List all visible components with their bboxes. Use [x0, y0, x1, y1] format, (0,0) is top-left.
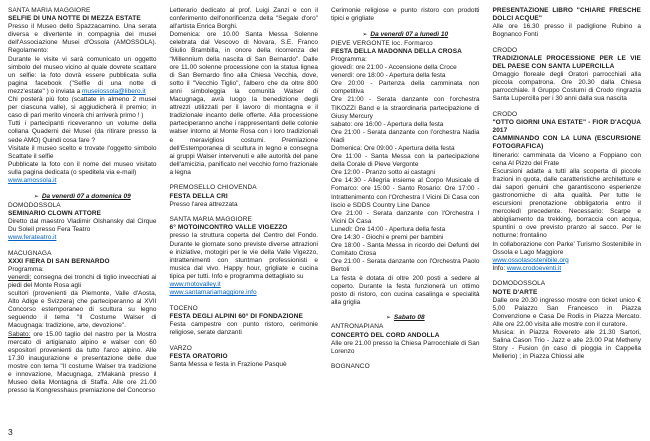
body-paragraph — [8, 331, 157, 396]
city-label: CRODO — [492, 46, 518, 54]
paragraph-text: Omaggio floreale degli Oratori parrocchiali alla piccola compatrona. Ore 20.30 dalla Chiesa parrocchiale. Il Gruppo Costumi di Crodo ringrazia Santa Lupercilla per i 30 anni dalla sua nascita — [492, 71, 641, 103]
paragraph-text: Ore 11:00 - Santa Messa con la partecipazione della Corale di Pieve Vergonte — [331, 153, 480, 169]
paragraph-text: Dalle ore 20.30 ingresso mostre con ticket unico € 5,00 Palazzo San Francesco in Piazza Convenzione e Casa De Rodis in Piazza Mercato. Alle ore 22.00 visita alle mostre con il curatore. — [492, 296, 641, 328]
city-label: BOGNANCO — [331, 363, 370, 371]
event-title: FESTA DELLA CRI — [169, 192, 228, 200]
paragraph-text: Ore 20:00 - Partenza della camminata non competitiva — [331, 80, 480, 96]
paragraph-text: Escursioni adatte a tutti alla scoperta di piccole frazioni in quota, dalle caratteristiche architetture e dai sapori genuini che garantiscono esperienze gastronomiche di alta qualità. Per tutte le escursioni prenotazione obbligatoria entro il mercoledì precedente. Necessario: Scarpe e abbigliamento da trekking, borraccia con acqua, spuntini o ove previsto pranzo al sacco. Per le notturne: frontalino — [492, 167, 641, 240]
paragraph-text: Ore 21:00 - Serata danzante con l'Orchestra Paolo Bertoli — [331, 258, 480, 274]
page-number: 3 — [8, 427, 13, 437]
paragraph-text: Presso il Museo dello Spazzacamino. Una serata diversa e divertente in compagnia dei musei dell'Associazione Musei d'Ossola (AMOSSOLA). Regolamento: — [8, 23, 157, 55]
paragraph-text: Programma: — [331, 55, 367, 63]
date-separator — [331, 314, 480, 322]
paragraph-text: Cerimonie religiose e punto ristoro con prodotti tipici e grigliate — [331, 7, 480, 23]
city-label: VARZO — [169, 344, 192, 352]
body-paragraph — [493, 168, 642, 241]
date-separator — [331, 31, 480, 39]
paragraph-text: Chi posterà più foto (scattate in almeno 2 musei per ciascuna valle), si aggiudicherà il premio; in caso di pari merito vincerà chi arriverà primo ! ) — [8, 96, 157, 120]
body-paragraph — [8, 120, 157, 144]
body-paragraph — [170, 201, 319, 209]
city-label: DOMODOSSOLA — [492, 280, 546, 288]
paragraph-text: Alle ore 21.00 presso la Chiesa Parrocchiale di San Lorenzo — [331, 339, 480, 355]
paragraph-text: Tutti i partecipanti riceveranno un volume della collana Quaderni dei Musei (da ritirare presso la sede AMO) Quindi cosa fare ? — [8, 120, 157, 144]
day-lead: Sabato: — [8, 330, 31, 338]
paragraph-text: Ore 12:00 - Pranzo sotto ai castagni — [331, 169, 436, 177]
paragraph-text: Domenica: ore 10.00 Santa Messa Solenne celebrata dal Vescovo di Novara, S.E. Franco Giulio Brambilla, in onore della ricorrenza del "Millennium della nascita di San Bernardo". Dalle ore 11.00 solenne processione con la statua lignea di San Bernardo fino alla Chiesa Vecchia, dove, sotto il "Vecchio Tiglio", l'albero che da oltre 800 anni simboleggia la comunità Walser di Macugnaga, avrà luogo la benedizione degli attrezzi utilizzati per il lavoro di montagna e il tradizionale incanto delle offerte. Alla processione parteciperanno anche i rappresentanti delle colonie walser intorno al Monte Rosa con i loro tradizionali e meravigliosi costumi. Premiazione dell'Estemporanea di scultura in legno e consegna ai gruppi Walser intervenuti e alle autorità del pane dell'amicizia, panificato nel vecchio forno frazionale a legna — [169, 31, 318, 176]
body-paragraph — [331, 96, 480, 120]
paragraph-text: scultori (provenienti da Piemonte, Valle d'Aosta, Alto Adige e Svizzera) che parteciperanno al XVII Concorso estemporaneo di scultura su legno seguendo il tema "Il Costume Walser di Macugnaga: tradizione, arte, devozione". — [8, 290, 157, 330]
body-paragraph — [8, 145, 157, 161]
city-label: CRODO — [492, 111, 518, 119]
paragraph-text: Visitate il museo scelto e trovate l'oggetto simbolo Scattate il selfie — [8, 144, 157, 160]
city-label: DOMODOSSOLA — [8, 201, 61, 209]
body-paragraph — [8, 56, 157, 96]
paragraph-text: venerdì: ore 18:00 - Apertura della festa — [331, 72, 446, 80]
body-paragraph — [170, 321, 319, 337]
body-paragraph — [331, 121, 480, 129]
body-paragraph — [8, 161, 157, 177]
paragraph-text: Alle ore 16.30 presso il padiglione Rubino a Bognanco Fonti — [492, 23, 641, 39]
body-paragraph — [331, 275, 480, 307]
event-title: NOTE D'ARTE — [492, 288, 538, 296]
body-paragraph — [8, 218, 157, 234]
body-paragraph — [331, 169, 480, 177]
paragraph-text: Ore 14:30 - Giochi e premi per bambini — [331, 234, 444, 242]
body-paragraph — [170, 7, 319, 31]
date-separator-text: Da venerdì 07 a domenica 09 — [41, 192, 131, 200]
link[interactable]: www.santamariamaggiore.info — [169, 289, 257, 297]
event-title: FESTA ORATORIO — [169, 352, 228, 360]
paragraph-text: Musica: in Piazza Rovereto alle 21.30 Sartori, Salina Cason Trio - Jazz e alle 23.00 Pat Metheny Story - Fusion (in caso di pioggia in Cappella Mellerio) ; in Piazza Chiossi alle — [492, 328, 641, 361]
paragraph-text: presso la struttura coperta del Centro del Fondo. Durante le giornate sono previste diverse attrazioni e iniziative, motogiri per le vie della Valle Vigezzo, intrattenimenti con stuntman professionisti e musica dal vivo. Happy hour, grigliate e cucina tipica per tutti. Info e programma dettagliato su — [169, 232, 318, 280]
paragraph-text: Ore 18:00 - Santa Messa in ricordo dei Defunti del Comitato Crosa — [331, 242, 480, 258]
body-paragraph — [170, 31, 319, 177]
body-paragraph — [331, 177, 480, 209]
column-4 — [493, 7, 642, 395]
paragraph-text: sabato: ore 16:00 - Apertura della festa — [331, 120, 444, 128]
body-paragraph — [493, 71, 642, 103]
paragraph-text: Presso l'area attrezzata — [169, 200, 238, 208]
body-paragraph — [331, 80, 480, 96]
event-title: 6° MOTOINCONTRO VALLE VIGEZZO — [169, 224, 288, 232]
body-paragraph — [331, 145, 480, 153]
body-paragraph — [331, 234, 480, 242]
link[interactable]: www.ossolasostenibile.org — [492, 256, 569, 264]
body-paragraph — [8, 274, 157, 290]
city-label: SANTA MARIA MAGGIORE — [169, 216, 252, 224]
paragraph-text: Info: — [492, 264, 507, 272]
body-paragraph — [493, 152, 642, 168]
date-separator — [8, 193, 157, 201]
body-paragraph — [493, 23, 642, 39]
paragraph-text: Lunedì: Ore 14:00 - Apertura della festa — [331, 225, 446, 233]
arrow-bullet-icon: ➢ — [362, 31, 368, 38]
column-2 — [170, 7, 319, 395]
day-lead: venerdì: — [8, 273, 32, 281]
event-title: SELFIE DI UNA NOTTE DI MEZZA ESTATE — [8, 15, 141, 23]
body-paragraph — [8, 96, 157, 120]
paragraph-text: In collaborazione con Parke' Turismo Sostenibile in Ossola e Lago Maggiore — [492, 240, 641, 256]
body-paragraph — [331, 129, 480, 145]
city-label: PIEVE VERGONTE loc. Formarco — [331, 39, 433, 47]
body-paragraph — [170, 361, 319, 369]
body-paragraph — [331, 64, 480, 72]
body-paragraph — [331, 7, 480, 23]
body-paragraph — [8, 266, 157, 274]
body-paragraph — [493, 241, 642, 257]
event-title: TRADIZIONALE PROCESSIONE PER LE VIE DEL PAESE CON SANTA LUPERCILLA — [492, 54, 641, 71]
link[interactable]: www.motovalley.it — [169, 281, 221, 288]
body-paragraph — [8, 23, 157, 55]
body-paragraph — [331, 210, 480, 226]
body-paragraph — [493, 329, 642, 361]
paragraph-text: La festa è dotata di oltre 200 posti a sedere al coperto. Durante la festa funzionerà un ottimo posto di ristoro, con cucina casalinga e specialità alla griglia — [331, 274, 480, 306]
body-paragraph — [170, 232, 319, 281]
paragraph-text: Programma: — [8, 265, 44, 273]
paragraph-text: Durante le visite vi sarà comunicato un oggetto simbolo del museo vicino al quale dovrete scattare un selfie: la foto dovrà essere pubblicata sulla pagina facebook ("Selfie di una notte di mezz'estate" ) o inviata a — [8, 55, 157, 95]
paragraph-text: Ore 14:30 - Allegria insieme al Corpo Musicale di Fomarco: ore 15:00 - Santo Rosario: Ore 17:00 - Intrattenimento con l'Orchestra I Vicini Di Casa con liscio e SDDS Country Line Dance — [331, 177, 480, 209]
body-paragraph — [331, 258, 480, 274]
event-title: SEMINARIO CLOWN ATTORE — [8, 209, 102, 217]
body-paragraph — [331, 72, 480, 80]
event-title: CAMMINANDO CON LA LUNA (ESCURSIONE FOTOGRAFICA) — [492, 135, 641, 151]
paragraph-text: Letterario dedicato al prof. Luigi Zanzi e con il conferimento dell'onorificenza della "Segale d'oro" all'artista Enrica Borghi. — [169, 7, 318, 31]
city-label: MACUGNAGA — [8, 249, 52, 257]
date-separator-text: Da venerdì 07 a lunedì 10 — [370, 30, 449, 38]
body-paragraph — [493, 265, 642, 273]
paragraph-text: Itinerario: camminata da Viceno a Foppiano con cena Al Pizzo del Frate — [492, 151, 641, 167]
body-paragraph — [331, 56, 480, 64]
event-title: CONCERTO DEL CORD ANDOLLA — [331, 331, 440, 339]
paragraph-text: giovedì: ore 21:00 - Accensione della Croce — [331, 64, 457, 72]
link[interactable]: www.amossola.it — [8, 176, 57, 184]
paragraph-text: consegna dei tronchi di tiglio invecchiati ai piedi del Monte Rosa agli — [8, 273, 157, 289]
column-3 — [331, 7, 480, 395]
paragraph-text: Domenica: Ore 09:00 - Apertura della festa — [331, 145, 455, 152]
arrow-bullet-icon: ➢ — [385, 315, 391, 322]
city-label: ANTRONAPIANA — [331, 323, 384, 331]
paragraph-text: Ore 21:00 - Serata danzante con l'orchestra TIKOZZI Band e la straordinaria partecipazione di Giusy Mercury — [331, 96, 480, 120]
paragraph-text: Pubblicate la foto con il nome del museo visitato sulla pagina dedicata (o speditela via e-mail) — [8, 160, 157, 176]
paragraph-text: Santa Messa e festa in Frazione Pasquè — [169, 360, 287, 368]
date-separator-text: Sabato 08 — [393, 314, 425, 322]
body-paragraph — [331, 242, 480, 258]
city-label: SANTA MARIA MAGGIORE — [8, 7, 91, 14]
event-title: XXXI FIERA DI SAN BERNARDO — [8, 257, 110, 265]
event-title: "OTTO GIORNI UNA ESTATE" - FIOR D'ACQUA 2017 — [492, 119, 641, 135]
link[interactable]: www.ferateatro.it — [8, 234, 57, 242]
column-1 — [8, 7, 157, 395]
paragraph-text: Ore 21:00 - Serata danzante con l'orchestra Nadia Nadì — [331, 128, 480, 144]
event-title: PRESENTAZIONE LIBRO "CHIARE FRESCHE DOLCI ACQUE" — [492, 7, 641, 23]
paragraph-text: ore 15.00 taglio del nastro per la Mostra mercato di artigianato alpino e walser con 60 espositori provenienti da tutto l'arco alpino. Alle 17.30 inaugurazione e presentazione delle due mostre con tema "Il costume Walser tra tradizione e innovazione, Macugnaga, z'Makanà presso il Museo della Montagna di Staffa. Alle ore 21.00 presso la Kongresshaus premiazione del Concorso — [8, 330, 157, 395]
body-paragraph — [331, 226, 480, 234]
body-paragraph — [8, 290, 157, 330]
event-title: FESTA DELLA MADONNA DELLA CROSA — [331, 47, 462, 55]
body-paragraph — [331, 340, 480, 356]
arrow-bullet-icon: ➢ — [33, 193, 39, 200]
city-label: PREMOSELLO CHIOVENDA — [169, 184, 257, 192]
city-label: TOCENO — [169, 304, 198, 312]
paragraph-text: Diretto dal maestro Vladimir Olshansky dal Cirque Du Soleil presso Fera Teatro — [8, 217, 157, 233]
inline-link[interactable]: museiossola@libero.it — [82, 87, 146, 95]
paragraph-text: Festa campestre con punto ristoro, cerimonie religiose, serate danzanti — [169, 320, 318, 336]
body-paragraph — [331, 153, 480, 169]
paragraph-text: Ore 21:00 - Serata danzante con l'Orchestra I Vicini Di Casa — [331, 209, 480, 225]
body-paragraph — [493, 297, 642, 329]
inline-link[interactable]: www.crodoeventi.it — [506, 264, 562, 272]
event-title: FESTA DEGLI ALPINI 60° DI FONDAZIONE — [169, 312, 303, 320]
